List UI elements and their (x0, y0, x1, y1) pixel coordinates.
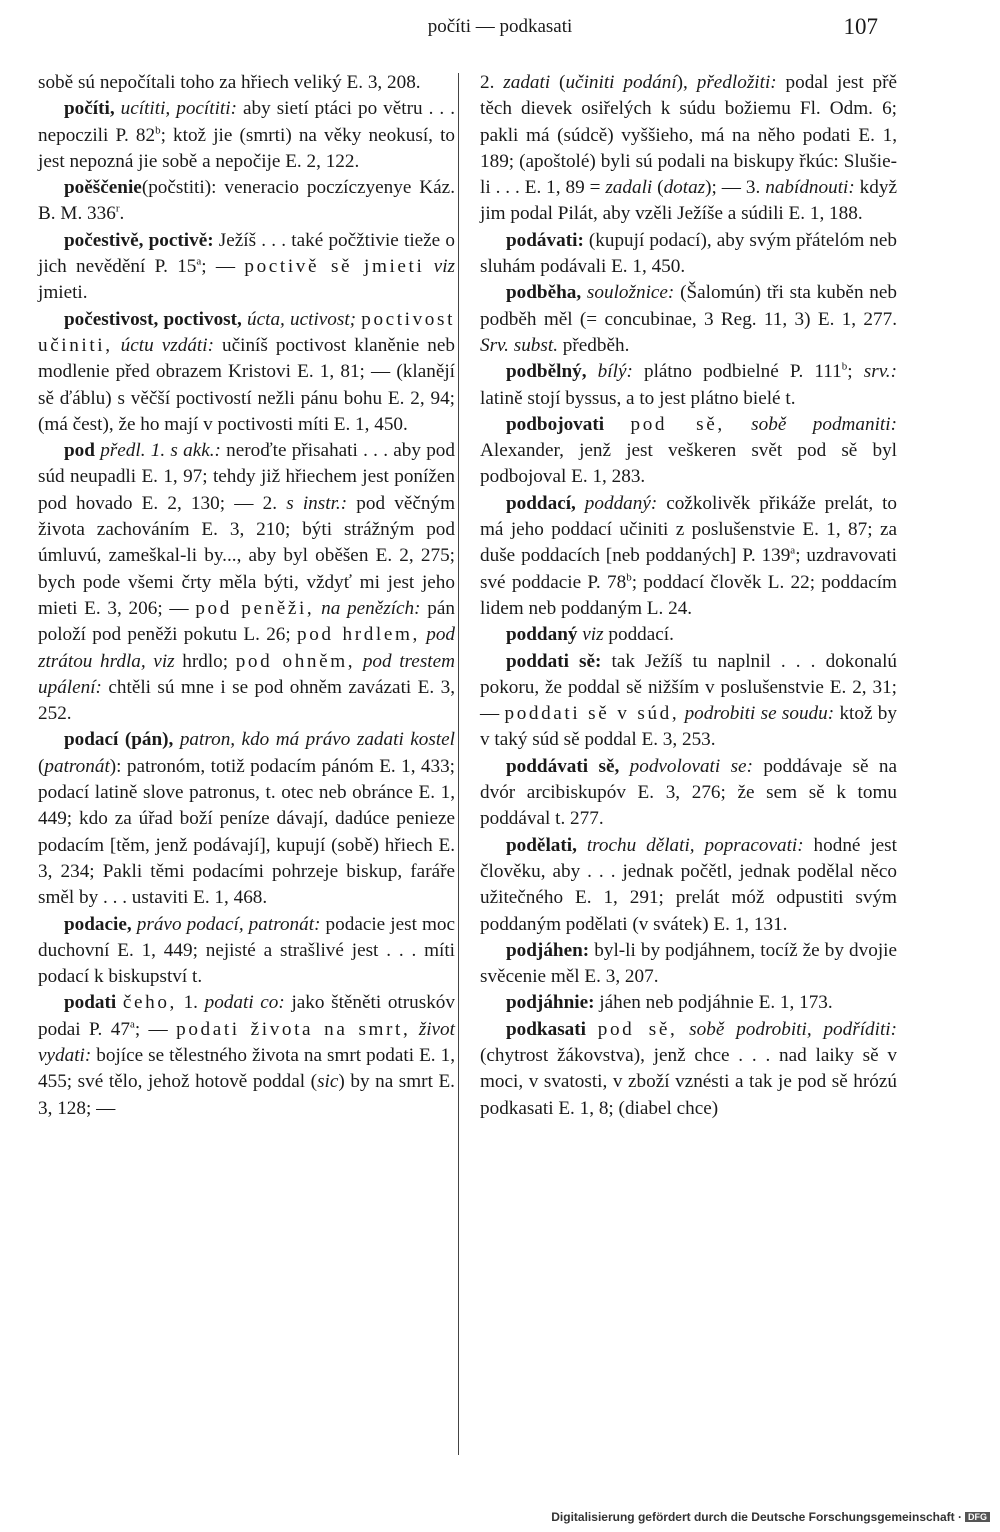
headword: počestivě, poctivě: (64, 229, 214, 251)
running-title: počíti — podkasati (427, 16, 573, 37)
headword: podati (64, 992, 117, 1014)
headword: poddávati sě, (506, 755, 620, 777)
headword: počestivost, poctivost, (64, 308, 242, 330)
headword: podběha, (506, 282, 582, 304)
entry-poddavati-se: poddávati sě, podvolovati se: poddávaje sě na dvór arcibiskupóv E. 3, 276; že sem sě k tomu poddával t. 277. (480, 755, 898, 830)
column-divider (458, 73, 459, 1455)
entry-poddaci: poddací, poddaný: cožkolivěk přikáže prelát, to má jeho poddací učiniti z poslušenstvie E. 1, 87; za duše poddacích [neb poddaných] P. 139$^a$; uzdravovati své poddacie P. 78$^b$; poddací člověk L. 22; poddacím lidem neb poddaným L. 24. (480, 492, 898, 619)
entry-podaci: podací (pán), patron, kdo má právo zadati kostel (patronát): patronóm, totiž podacím pánóm E. 1, 433; podací latině slove patronus, t. otec neb obránce E. 1, 449; kdo za úřad boží peníze dávají, dadúce penieze podacím [těm, jenž podávají], kupují (sobě) hřiech E. 3, 234; Pakli těmi podacími pohrzeje biskup, faráře směl by . . . ustaviti E. 1, 468. (38, 729, 455, 909)
headword: poddati sě: (506, 650, 602, 672)
entry-podjahen: podjáhen: byl-li by podjáhnem, tocíž že by dvojie svěcenie měl E. 3, 207. (480, 939, 897, 988)
headword: podjáhen: (506, 939, 590, 961)
page-number: 107 (843, 14, 878, 39)
headword: pod (64, 440, 95, 462)
entry-podati: podati čeho, 1. podati co: jako štěněti otruskóv podai P. 47$^a$; — podati života na smrt, život vydati: bojíce se tělestného života na smrt podati E. 1, 455; své tělo, jehož hotově poddal (sic) by na smrt E. 3, 128; — (38, 992, 455, 1119)
entry-podkasati: podkasati pod sě, sobě podrobiti, podříditi: (chytrost žákovstva), jenž chce . . . nad laiky sě v moci, v svatosti, v zboží vznésti a tak je pod sě hrózú podkasati E. 1, 8; (diabel chce) (480, 1018, 897, 1119)
entry-continuation: sobě sú nepočítali toho za hřiech veliký E. 3, 208. (38, 72, 421, 93)
headword: podbělný, (506, 361, 587, 383)
entry-podelati: podělati, trochu dělati, popracovati: hodné jest člověku, aby . . . jednak počětl, jednak podělal něco užitečného E. 1, 291; prelát móž odpustiti svým poddaným podělati (v svátek) E. 1, 131. (480, 834, 897, 935)
headword: poddací, (506, 492, 576, 514)
dfg-logo: DFG (965, 1512, 990, 1522)
page-header (0, 14, 1000, 44)
headword: podkasati (506, 1018, 586, 1040)
headword: podávati: (506, 229, 584, 251)
entry-podjahnie: podjáhnie: jáhen neb podjáhnie E. 1, 173. (506, 992, 833, 1014)
entry-poesceni: poěščenie(počstiti): veneracio poczíczyenye Káz. B. M. 336$^r$. (38, 177, 455, 225)
entry-podavati: podávati: (kupují podací), aby svým přátelóm neb sluhám podávali E. 1, 450. (480, 229, 897, 278)
headword: podacie, (64, 913, 132, 935)
entry-podbeha: podběha, souložnice: (Šalomún) tři sta kuběn neb podběh měl (= concubinae, 3 Reg. 11, 3) E. 1, 277. Srv. subst. předběh. (480, 282, 897, 356)
headword: poddaný (506, 624, 578, 646)
entry-podbelny: podbělný, bílý: plátno podbielné P. 111$^b$; srv.: latině stojí byssus, a to jest plátno bielé t. (480, 360, 897, 409)
right-column (480, 70, 897, 1122)
headword: podbojovati (506, 413, 605, 435)
entry-pociti: počíti, ucítiti, pocítiti: aby sietí ptáci po větru . . . nepoczili P. 82$^b$; ktož jie (smrti) na věky neokusí, to jest nepozná jie sobě a nepočije E. 2, 122. (38, 98, 456, 172)
entry-pocestivost: počestivost, poctivost, úcta, uctivost; poctivost učiniti, úctu vzdáti: učiníš poctivost klaněnie neb modlenie před obrazem Kristovi E. 1, 81; — (klanějí sě ďáblu) s věčší poctivostí nežli pánu bohu E. 2, 94; (má čest), že ho mají v poctivosti míti E. 1, 450. (38, 308, 456, 435)
digitization-credit: Digitalisierung gefördert durch die Deutsche Forschungsgemeinschaft · DFG (551, 1510, 990, 1526)
headword: počíti, (64, 98, 115, 120)
entry-continuation: 2. zadati (učiniti podání), předložiti: podal jest přě těch dievek osiřelých k súdu božiemu Fl. Odm. 6; pakli má (súdcě) vyššieho, má na něho podati E. 1, 189; (apoštolé) byli sú podali na biskupy řkúc: Slušie-li . . . E. 1, 89 = zadali (dotaz); — 3. nabídnouti: když jim podal Pilát, aby vzěli Ježíše a súdili E. 1, 188. (480, 72, 898, 225)
entry-podacie: podacie, právo podací, patronát: podacie jest moc duchovní E. 1, 449; nejisté a strašlivé jest . . . míti podací k biskupství t. (38, 913, 456, 988)
headword: podělati, (506, 834, 577, 856)
headword: podjáhnie: (506, 992, 595, 1014)
left-column (38, 70, 455, 1122)
entry-pocestive: počestivě, poctivě: Ježíš . . . také počžtivie tieže o jich nevědění P. 15$^a$; — poctivě sě jmieti viz jmieti. (38, 229, 455, 304)
entry-poddany: poddaný viz poddací. (506, 624, 674, 646)
entry-poddati-se: poddati sě: tak Ježíš tu naplnil . . . dokonalú pokoru, že poddal sě nižším v poslušenstvie E. 2, 31; — poddati sě v súd, podrobiti se soudu: ktož by v taký súd sě poddal E. 3, 253. (480, 650, 897, 751)
entry-podbojovati: podbojovati pod sě, sobě podmaniti: Alexander, jenž jest veškeren svět pod sě byl podbojoval E. 1, 283. (480, 413, 897, 488)
headword: poěščenie (64, 177, 142, 199)
headword: podací (pán), (64, 729, 174, 751)
entry-pod: pod předl. 1. s akk.: neroďte přisahati . . . aby pod súd neupadli E. 1, 97; tehdy již hřiechem jest ponížen pod hovado E. 2, 130; — 2. s instr.: pod věčným života zachováním E. 3, 210; býti strážným pod úmluvú, zameškal-li by..., aby byl oběšen E. 2, 275; bych pode všemi črty měla býti, vždyť mi jest jeho mieti E. 3, 206; — pod peněži, na penězích: pán položí pod peněži pokutu L. 26; pod hrdlem, pod ztrátou hrdla, viz hrdlo; pod ohněm, pod trestem upálení: chtěli sú mne i se pod ohněm zavázati E. 3, 252. (38, 440, 455, 725)
